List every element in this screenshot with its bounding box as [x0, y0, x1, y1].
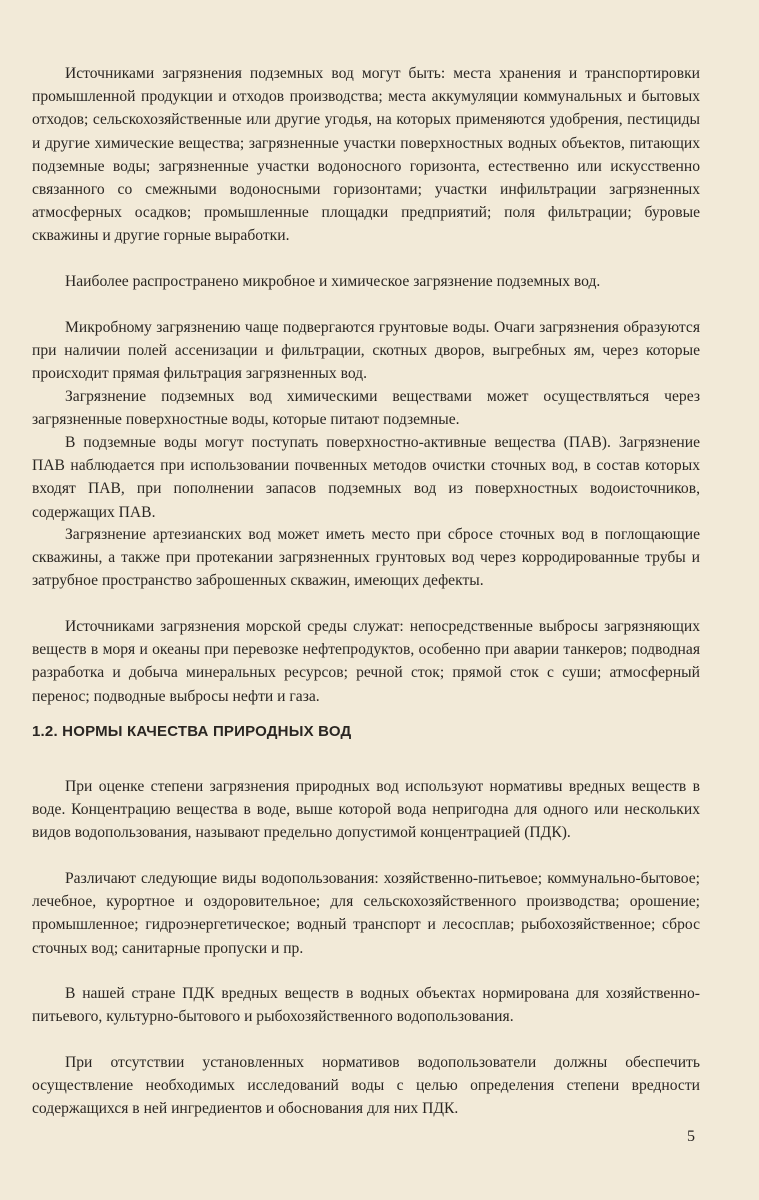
- paragraph-mpc-definition: При оценке степени загрязнения природных вод используют нормативы вредных веществ в воде. Концентрацию вещества в воде, выше которой вода непригодна для одного или нескольких видов водопользования, называют предельно допустимой концентрацией (ПДК).: [32, 778, 700, 842]
- paragraph-common-pollution: Наиболее распространено микробное и химическое загрязнение подземных вод.: [65, 273, 601, 290]
- paragraph-surfactants: В подземные воды могут поступать поверхностно-активные вещества (ПАВ). Загрязнение ПАВ наблюдается при использовании почвенных методов очистки сточных вод, в состав которых входят ПАВ, при пополнении запасов подземных вод из поверхностных водоисточников, содержащих ПАВ.: [32, 434, 700, 521]
- paragraph-groundwater-sources: Источниками загрязнения подземных вод могут быть: места хранения и транспортировки промышленной продукции и отходов производства; места аккумуляции коммунальных и бытовых отходов; сельскохозяйственные или другие угодья, на которых применяются удобрения, пестициды и другие химические вещества; загрязненные участки поверхностных водных объектов, питающих подземные воды; загрязненные участки водоносного горизонта, естественно или искусственно связанного со смежными водоносными горизонтами; участки инфильтрации загрязненных атмосферных осадков; промышленные площадки предприятий; поля фильтрации; буровые скважины и другие горные выработки.: [32, 65, 700, 245]
- page-number: 5: [687, 1128, 695, 1145]
- paragraph-microbial-pollution: Микробному загрязнению чаще подвергаются грунтовые воды. Очаги загрязнения образуются при наличии полей ассенизации и фильтрации, скотных дворов, выгребных ям, через которые происходит прямая фильтрация загрязненных вод.: [32, 319, 700, 383]
- paragraph-marine-pollution: Источниками загрязнения морской среды служат: непосредственные выбросы загрязняющих веществ в моря и океаны при перевозке нефтепродуктов, особенно при аварии танкеров; подводная разработка и добыча минеральных ресурсов; речной сток; прямой сток с суши; атмосферный перенос; подводные выбросы нефти и газа.: [32, 618, 700, 705]
- paragraph-missing-norms: При отсутствии установленных нормативов водопользователи должны обеспечить осуществление необходимых исследований воды с целью определения степени вредности содержащихся в ней ингредиентов и обоснования для них ПДК.: [32, 1054, 700, 1118]
- section-heading: 1.2. НОРМЫ КАЧЕСТВА ПРИРОДНЫХ ВОД: [32, 723, 352, 740]
- paragraph-artesian-pollution: Загрязнение артезианских вод может иметь место при сбросе сточных вод в поглощающие скважины, а также при протекании загрязненных грунтовых вод через корродированные трубы и затрубное пространство заброшенных скважин, имеющих дефекты.: [32, 526, 700, 590]
- paragraph-mpc-regulation: В нашей стране ПДК вредных веществ в водных объектах нормирована для хозяйственно-питьевого, культурно-бытового и рыбохозяйственного водопользования.: [32, 985, 700, 1026]
- paragraph-chemical-pollution: Загрязнение подземных вод химическими веществами может осуществляться через загрязненные поверхностные воды, которые питают подземные.: [32, 388, 700, 429]
- paragraph-water-use-types: Различают следующие виды водопользования: хозяйственно-питьевое; коммунально-бытовое; лечебное, курортное и оздоровительное; для сельскохозяйственного производства; орошение; промышленное; гидроэнергетическое; водный транспорт и лесосплав; рыбохозяйственное; сброс сточных вод; санитарные пропуски и пр.: [32, 870, 700, 957]
